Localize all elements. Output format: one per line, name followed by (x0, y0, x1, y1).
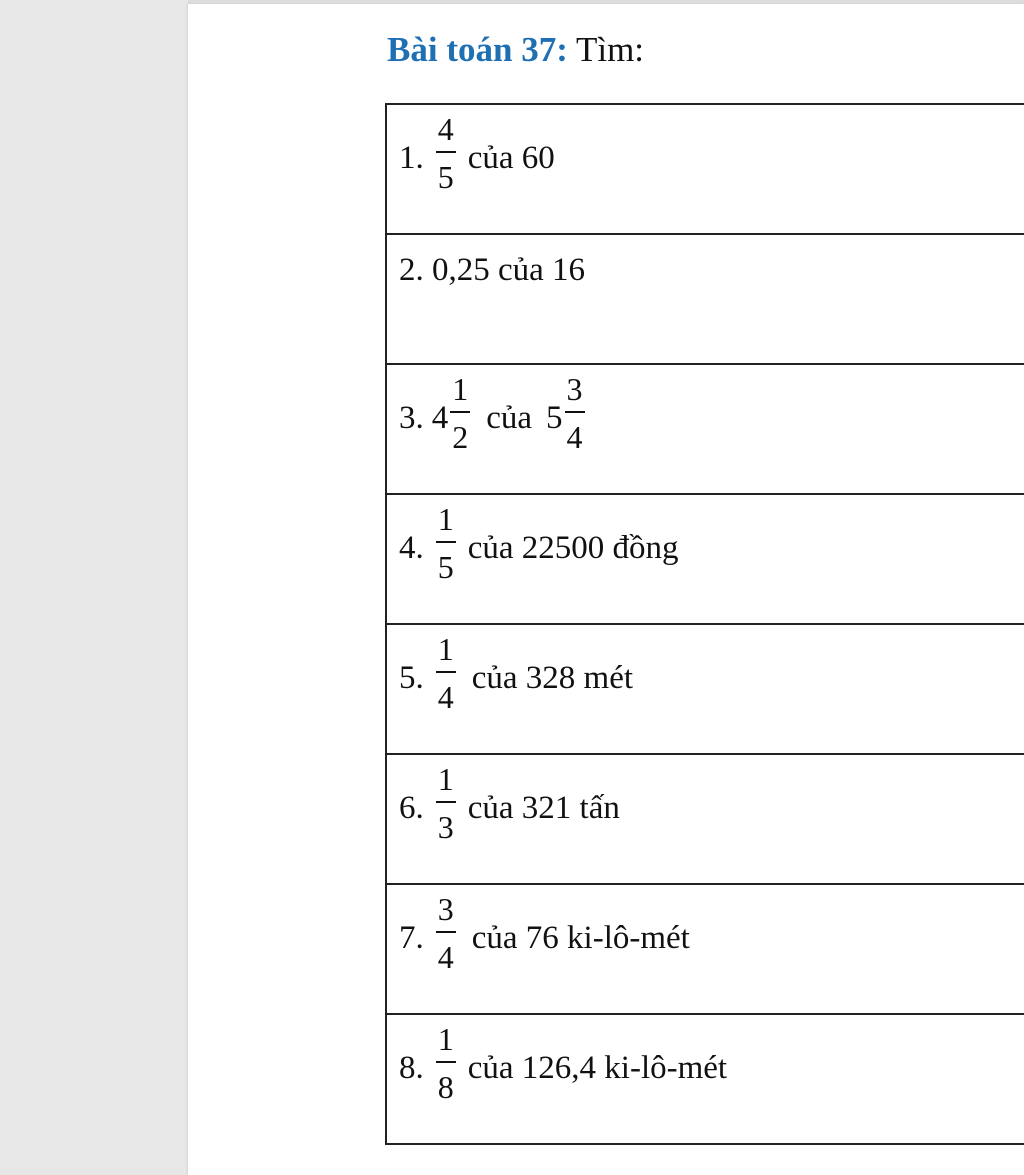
fraction-numerator: 1 (437, 1021, 454, 1057)
fraction (436, 631, 456, 715)
problem-text: của 126,4 ki-lô-mét (467, 1050, 728, 1086)
fraction-bar (450, 411, 470, 413)
table-row (386, 1014, 1024, 1144)
problem-number: 7. (399, 920, 424, 956)
problem-cell-3 (386, 364, 1024, 494)
exercise-table (385, 103, 1024, 1145)
problem-number: 2. (399, 252, 424, 288)
left-gutter (0, 0, 188, 1175)
problem-text: 0,25 của 16 (432, 252, 586, 288)
fraction-denominator: 2 (452, 419, 469, 455)
problem-number: 6. (399, 790, 424, 826)
exercise-label: Bài toán 37: (387, 30, 568, 69)
fraction-numerator: 1 (452, 371, 469, 407)
mixed-number (432, 371, 479, 465)
fraction-numerator: 4 (437, 111, 454, 147)
table-row (386, 104, 1024, 234)
mixed-whole: 5 (546, 400, 563, 436)
problem-cell-5 (386, 624, 1024, 754)
fraction-denominator: 3 (437, 809, 454, 845)
table-row (386, 754, 1024, 884)
problem-cell-1 (386, 104, 1024, 234)
fraction-bar (565, 411, 585, 413)
problem-number: 5. (399, 660, 424, 696)
table-row (386, 364, 1024, 494)
fraction-denominator: 4 (437, 939, 454, 975)
problem-cell-4 (386, 494, 1024, 624)
exercise-heading (387, 28, 644, 72)
problem-text: của 328 mét (471, 660, 634, 696)
fraction-numerator: 1 (437, 501, 454, 537)
fraction-bar (436, 931, 456, 933)
mixed-whole: 4 (431, 400, 449, 436)
fraction-denominator: 4 (437, 679, 454, 715)
problem-text: của 321 tấn (467, 790, 620, 826)
mixed-number (546, 371, 593, 465)
table-row (386, 624, 1024, 754)
fraction-denominator: 5 (437, 159, 454, 195)
fraction (565, 371, 585, 455)
fraction-bar (436, 671, 456, 673)
fraction-denominator: 8 (437, 1069, 454, 1105)
problem-text: của 22500 đồng (467, 530, 679, 566)
fraction (436, 501, 456, 585)
exercise-instruction: Tìm: (567, 30, 645, 69)
problem-number: 3. (399, 400, 424, 436)
fraction (436, 111, 456, 195)
fraction-bar (436, 1061, 456, 1063)
fraction-denominator: 5 (437, 549, 454, 585)
fraction (436, 761, 456, 845)
problem-text: của 76 ki-lô-mét (471, 920, 690, 956)
fraction (436, 1021, 456, 1105)
table-row (386, 234, 1024, 364)
fraction-bar (436, 151, 456, 153)
problem-number: 4. (399, 530, 424, 566)
fraction (436, 891, 456, 975)
problem-number: 1. (399, 140, 424, 176)
problem-text: của 60 (467, 140, 555, 176)
fraction-bar (436, 801, 456, 803)
problem-cell-2 (386, 234, 1024, 364)
table-row (386, 494, 1024, 624)
fraction (450, 371, 470, 455)
problem-cell-8 (386, 1014, 1024, 1144)
fraction-numerator: 1 (437, 631, 454, 667)
problem-cell-6 (386, 754, 1024, 884)
fraction-numerator: 1 (437, 761, 454, 797)
fraction-numerator: 3 (566, 371, 583, 407)
fraction-numerator: 3 (437, 891, 454, 927)
problem-text: của (486, 400, 533, 436)
problem-number: 8. (399, 1050, 424, 1086)
fraction-denominator: 4 (566, 419, 583, 455)
problem-cell-7 (386, 884, 1024, 1014)
table-row (386, 884, 1024, 1014)
fraction-bar (436, 541, 456, 543)
